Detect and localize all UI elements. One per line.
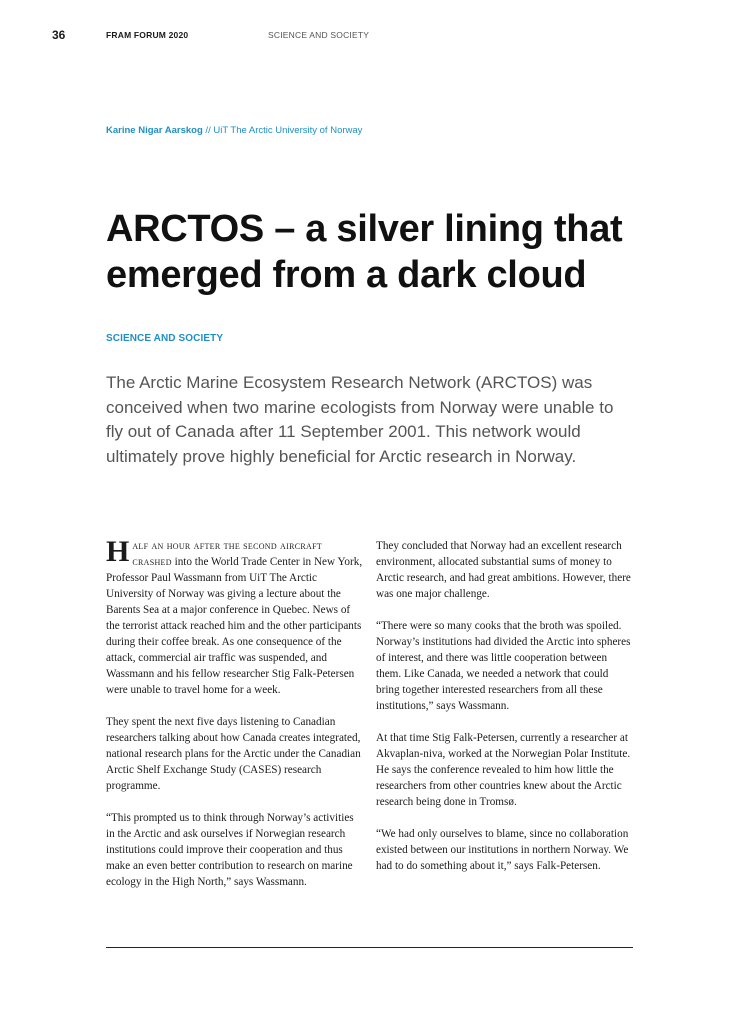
body-paragraph: “We had only ourselves to blame, since no collaboration existed between our institutions in northern Norway. We had to do something about it,” says Falk-Petersen. bbox=[376, 828, 629, 872]
body-paragraph: “There were so many cooks that the broth was spoiled. Norway’s institutions had divided the Arctic into spheres of interest, and there was little cooperation between them. Like Canada, we needed a network that could bring together interested researchers from all these institutions,” says Wassmann. bbox=[376, 620, 631, 712]
body-column-left bbox=[106, 535, 364, 906]
byline bbox=[106, 125, 362, 136]
running-header bbox=[52, 28, 652, 42]
page-number: 36 bbox=[52, 28, 66, 42]
author-name: Karine Nigar Aarskog bbox=[106, 125, 203, 136]
opening-smallcaps: alf an hour after the second aircraft crashed bbox=[132, 540, 323, 568]
bottom-rule bbox=[106, 947, 633, 948]
body-paragraph: They spent the next five days listening to Canadian researchers talking about how Canada creates integrated, national research plans for the Arctic under the Canadian Arctic Shelf Exchange Study (CASES) research programme. bbox=[106, 716, 361, 792]
body-paragraph: They concluded that Norway had an excellent research environment, allocated substantial sums of money to Arctic research, and had great ambitions. However, there was one major challenge. bbox=[376, 540, 631, 600]
drop-cap: H bbox=[106, 535, 130, 568]
body-paragraph: At that time Stig Falk-Petersen, currently a researcher at Akvaplan-niva, worked at the Norwegian Polar Institute. He says the conference revealed to him how little the researchers from other countries knew about the Arctic research being done in Tromsø. bbox=[376, 732, 631, 808]
article-lead: The Arctic Marine Ecosystem Research Network (ARCTOS) was conceived when two marine ecologists from Norway were unable to fly out of Canada after 11 September 2001. This network would ultimately prove highly beneficial for Arctic research in Norway. bbox=[106, 373, 614, 466]
opening-paragraph bbox=[106, 535, 364, 698]
byline-separator: // bbox=[202, 125, 214, 136]
author-affiliation: UiT The Arctic University of Norway bbox=[213, 125, 363, 136]
article-category: SCIENCE AND SOCIETY bbox=[106, 333, 224, 344]
journal-title: FRAM FORUM 2020 bbox=[106, 30, 189, 40]
body-column-right bbox=[376, 538, 634, 890]
header-section-label: SCIENCE AND SOCIETY bbox=[268, 30, 370, 40]
article-title: ARCTOS – a silver lining that emerged from a dark cloud bbox=[106, 208, 623, 296]
opening-text: into the World Trade Center in New York, Professor Paul Wassmann from UiT The Arctic University of Norway was giving a lecture about the Barents Sea at a major conference in Quebec. News of the terrorist attack reached him and the other participants during their coffee break. As one consequence of the attack, commercial air traffic was suspended, and Wassmann and his fellow researcher Stig Falk-Petersen were unable to travel home for a week. bbox=[106, 556, 363, 696]
body-paragraph: “This prompted us to think through Norway’s activities in the Arctic and ask ourselves if Norwegian research institutions could improve their cooperation and thus make an even better contribution to research on marine ecology in the High North,” says Wassmann. bbox=[106, 812, 354, 888]
